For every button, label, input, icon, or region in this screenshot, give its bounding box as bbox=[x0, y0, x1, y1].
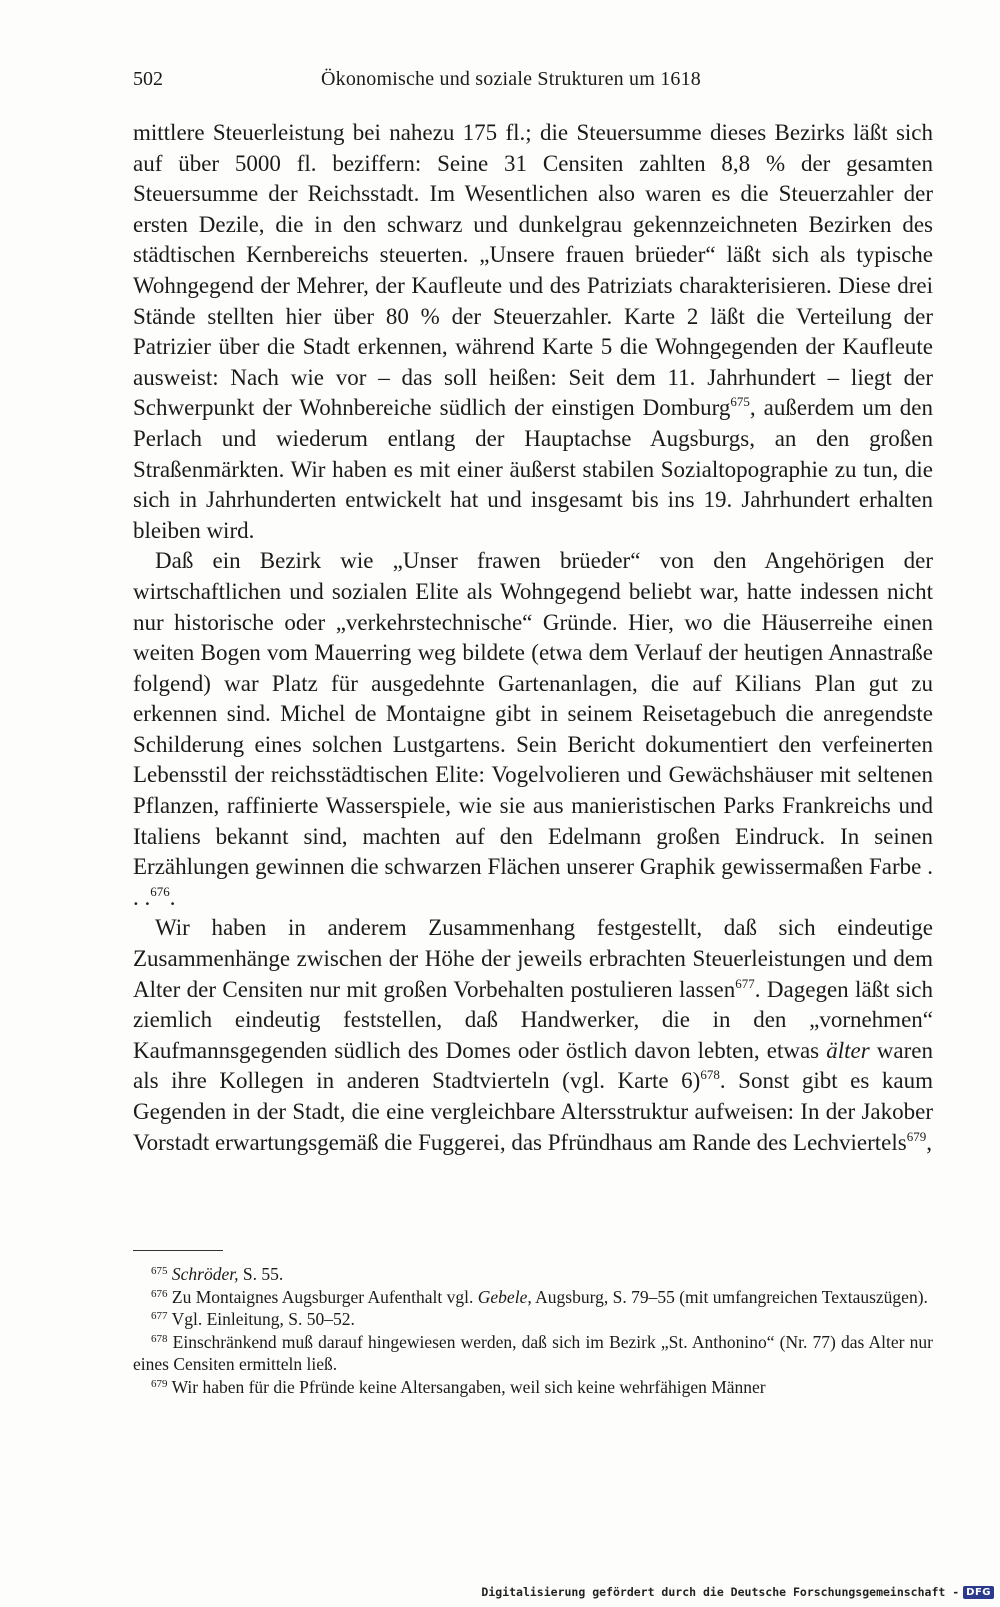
footnote-text: Vgl. Einleitung, S. 50–52. bbox=[171, 1309, 355, 1329]
body-text bbox=[133, 118, 933, 1158]
footnote-677 bbox=[133, 1308, 933, 1331]
footnote-675 bbox=[133, 1263, 933, 1286]
paragraph-3-text-c: waren als ihre Kollegen in anderen Stadtvierteln (vgl. Karte 6) bbox=[133, 1037, 933, 1094]
running-head bbox=[133, 64, 933, 94]
footnote-ref-678[interactable]: 678 bbox=[700, 1067, 720, 1083]
paragraph-1-text-b: , außerdem um den Perlach und wiederum entlang der Hauptachse Augsburgs, an den großen Straßenmärkten. Wir haben es mit einer äußerst stabilen Sozialtopographie zu tun, die sich in Jahrhunderten entwickelt hat und insgesamt bis ins 19. Jahrhundert erhalten bleiben wird. bbox=[133, 395, 933, 543]
footnote-number: 676 bbox=[151, 1287, 168, 1300]
paragraph-3-text-a: Wir haben in anderem Zusammenhang festgestellt, daß sich eindeutige Zusammenhänge zwischen der Höhe der jeweils erbrachten Steuerleistungen und dem Alter der Censiten nur mit großen Vorbehalten postulieren lassen bbox=[133, 915, 933, 1002]
footnote-divider bbox=[133, 1250, 223, 1251]
footnote-number: 677 bbox=[151, 1310, 168, 1322]
paragraph-2-text-a: Daß ein Bezirk wie „Unser frawen brüeder“ von den Angehörigen der wirtschaftlichen und sozialen Elite als Wohngegend beliebt war, hatte indessen nicht nur historische oder „verkehrstechnische“ Gründe. Hier, wo die Häuserreihe einen weiten Bogen vom Mauerring weg bildete (etwa dem Verlauf der heutigen Annastraße folgend) war Platz für ausgedehnte Gartenanlagen, die auf Kilians Plan gut zu erkennen sind. Michel de Montaigne gibt in seinem Reisetagebuch die anregendste Schilderung eines solchen Lustgartens. Sein Bericht dokumentiert den verfeinerten Lebensstil der reichsstädtischen Elite: Vogelvolieren und Gewächshäuser mit seltenen Pflanzen, raffinierte Wasserspiele, wie sie aus manieristischen Parks Frankreichs und Italiens bekannt sind, machten auf den Edelmann großen Eindruck. In seinen Erzählungen gewinnen die schwarzen Flächen unserer Graphik gewissermaßen Farbe . . . bbox=[133, 548, 933, 910]
footnote-number: 678 bbox=[151, 1332, 168, 1345]
footnote-text: S. 55. bbox=[238, 1264, 284, 1284]
running-title: Ökonomische und soziale Strukturen um 1618 bbox=[321, 68, 702, 90]
footnote-679 bbox=[133, 1376, 933, 1399]
footnote-ref-677[interactable]: 677 bbox=[735, 975, 755, 991]
footnotes bbox=[133, 1263, 933, 1398]
paragraph-3-text-d: . Sonst gibt es kaum Gegenden in der Stadt, die eine vergleichbare Altersstruktur aufweisen: In der Jakober Vorstadt erwartungsgemäß die Fuggerei, das Pfründhaus am Rande des Lechviertels bbox=[133, 1068, 934, 1155]
paragraph-3 bbox=[133, 913, 933, 1158]
page-number: 502 bbox=[133, 68, 163, 90]
dfg-logo: DFG bbox=[963, 1586, 994, 1599]
footnote-author: Gebele, bbox=[477, 1286, 532, 1307]
digitization-credit bbox=[481, 1583, 994, 1601]
footnote-676 bbox=[133, 1286, 933, 1309]
footnote-ref-676[interactable]: 676 bbox=[150, 883, 170, 899]
footnote-text: Augsburg, S. 79–55 (mit umfangreichen Textauszügen). bbox=[531, 1286, 928, 1307]
paragraph-3-text-b: . Dagegen läßt sich ziemlich eindeutig feststellen, daß Handwerker, die in den „vornehmen“ Kaufmannsgegenden südlich des Domes oder östlich davon lebten, etwas bbox=[133, 976, 934, 1063]
footnote-number: 675 bbox=[151, 1265, 168, 1277]
paragraph-1-text-a: mittlere Steuerleistung bei nahezu 175 fl.; die Steuersumme dieses Bezirks läßt sich auf über 5000 fl. beziffern: Seine 31 Censiten zahlten 8,8 % der gesamten Steuersumme der Reichsstadt. Im Wesentlichen also waren es die Steuerzahler der ersten Dezile, die in den schwarz und dunkelgrau gekennzeichneten Bezirken des städtischen Kernbereichs steuerten. „Unsere frauen brüeder“ läßt sich als typische Wohngegend der Mehrer, der Kaufleute und des Patriziats charakterisieren. Diese drei Stände stellten hier über 80 % der Steuerzahler. Karte 2 läßt die Verteilung der Patrizier über die Stadt erkennen, während Karte 5 die Wohngegenden der Kaufleute ausweist: Nach wie vor – das soll heißen: Seit dem 11. Jahrhundert – liegt der Schwerpunkt der Wohnbereiche südlich der einstigen Domburg bbox=[133, 120, 933, 421]
paragraph-2-text-b: . bbox=[169, 884, 176, 910]
credit-text: Digitalisierung gefördert durch die Deutsche Forschungsgemeinschaft - bbox=[481, 1585, 960, 1599]
footnote-number: 679 bbox=[151, 1377, 168, 1390]
footnote-ref-675[interactable]: 675 bbox=[730, 394, 750, 410]
footnote-678 bbox=[133, 1331, 933, 1376]
footnote-text: Einschränkend muß darauf hingewiesen werden, daß sich im Bezirk „St. Anthonino“ (Nr. 77) das Alter nur eines Censiten ermitteln ließ. bbox=[133, 1331, 933, 1374]
paragraph-2 bbox=[133, 546, 933, 913]
footnote-text: Wir haben für die Pfründe keine Altersangaben, weil sich keine wehrfähigen Männer bbox=[171, 1376, 766, 1397]
footnote-author: Schröder, bbox=[171, 1264, 239, 1284]
paragraph-1 bbox=[133, 118, 933, 546]
emphasis-aelter: älter bbox=[826, 1037, 870, 1063]
footnote-text-pre: Zu Montaignes Augsburger Aufenthalt vgl. bbox=[171, 1286, 478, 1307]
footnote-ref-679[interactable]: 679 bbox=[906, 1128, 927, 1144]
paragraph-3-text-e: , bbox=[926, 1129, 932, 1155]
